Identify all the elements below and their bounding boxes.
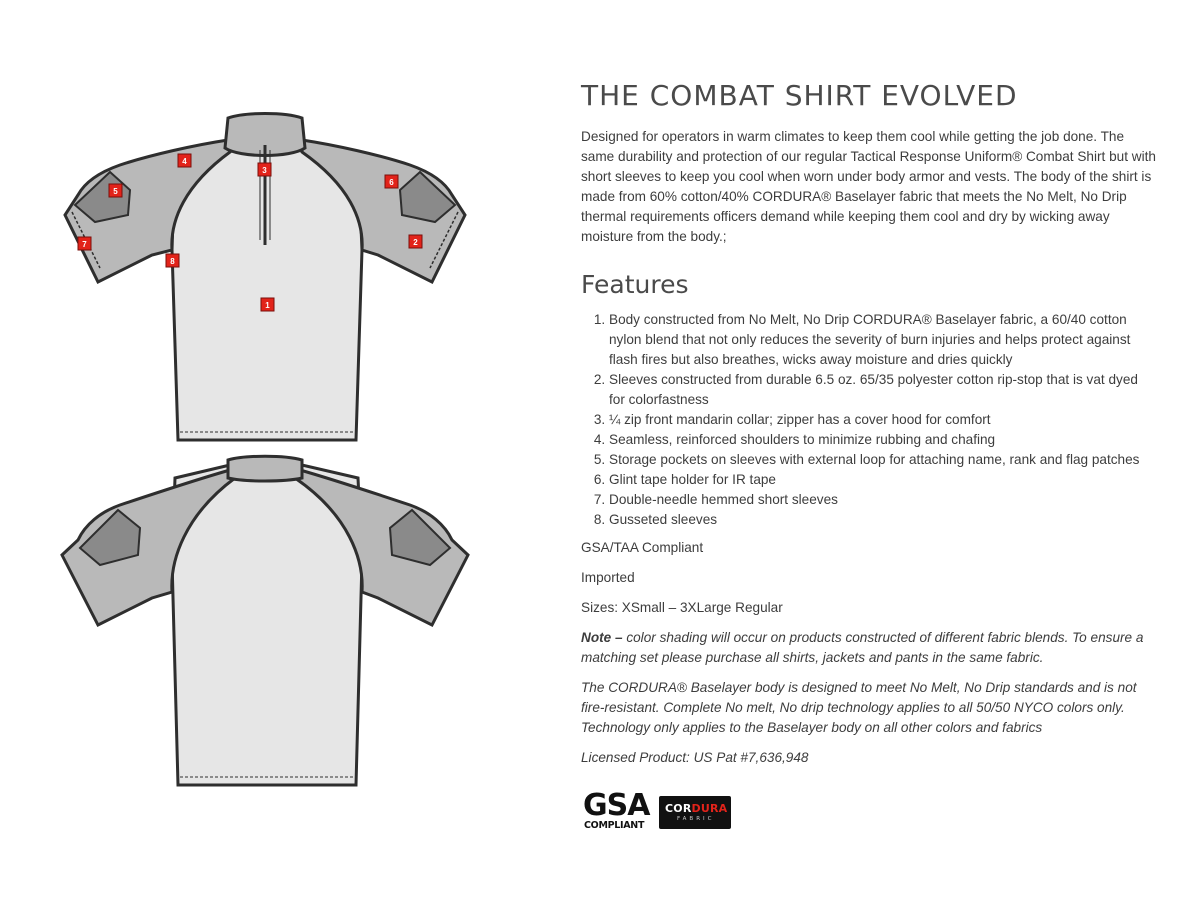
- sizes-text: Sizes: XSmall – 3XLarge Regular: [581, 600, 783, 615]
- note-label: Note –: [581, 630, 623, 645]
- features-heading: Features: [581, 270, 689, 299]
- color-shading-note: [581, 628, 1156, 668]
- callout-2: [409, 235, 422, 248]
- note-text: color shading will occur on products constructed of different fabric blends. To ensure a matching set please purchase all shirts, jackets and pants in the same fabric.: [581, 630, 1144, 665]
- shirt-back-view: [62, 456, 468, 785]
- feature-item: 8. Gusseted sleeves: [609, 510, 1156, 530]
- callout-7: [78, 237, 91, 250]
- shirt-diagrams: [0, 0, 560, 900]
- svg-text:1: 1: [265, 301, 270, 310]
- svg-text:8: 8: [170, 257, 175, 266]
- feature-item: 2. Sleeves constructed from durable 6.5 oz. 65/35 polyester cotton rip-stop that is vat dyed for colorfastness: [609, 370, 1156, 410]
- cordura-logo-sub: FABRIC: [677, 816, 715, 822]
- feature-item: 6. Glint tape holder for IR tape: [609, 470, 1156, 490]
- compliance-text: GSA/TAA Compliant: [581, 540, 704, 555]
- feature-item: 5. Storage pockets on sleeves with external loop for attaching name, rank and flag patches: [609, 450, 1156, 470]
- gsa-logo-main: GSA: [583, 788, 650, 823]
- back-collar: [228, 456, 302, 481]
- feature-item: 4. Seamless, reinforced shoulders to minimize rubbing and chafing: [609, 430, 1156, 450]
- cordura-logo-text: CORDURA: [665, 802, 728, 815]
- gsa-logo-sub: COMPLIANT: [584, 820, 645, 831]
- callout-5: [109, 184, 122, 197]
- baselayer-note: The CORDURA® Baselayer body is designed to meet No Melt, No Drip standards and is not fire-resistant. Complete No melt, No drip technology applies to all 50/50 NYCO colors only. Technology only applies to the Baselayer body on all other colors and fabrics: [581, 680, 1137, 735]
- shirt-front-view: [65, 114, 465, 441]
- cordura-fabric-logo: [659, 796, 731, 829]
- svg-text:3: 3: [262, 166, 267, 175]
- origin-text: Imported: [581, 570, 635, 585]
- features-list: [581, 310, 1156, 530]
- svg-text:2: 2: [413, 238, 418, 247]
- callout-4: [178, 154, 191, 167]
- front-body: [172, 148, 362, 440]
- certification-logos: [583, 788, 743, 833]
- callout-8: [166, 254, 179, 267]
- svg-text:7: 7: [82, 240, 87, 249]
- intro-paragraph: Designed for operators in warm climates to keep them cool while getting the job done. The same durability and protection of our regular Tactical Response Uniform® Combat Shirt but with short sleeves to keep you cool when worn under body armor and vests. The body of the shirt is made from 60% cotton/40% CORDURA® Baselayer fabric that meets the No Melt, No Drip thermal requirements officers demand while keeping them cool and dry by wicking away moisture from the body.;: [581, 129, 1156, 244]
- product-description: [581, 78, 1156, 768]
- product-illustration: [0, 0, 560, 900]
- feature-item: 1. Body constructed from No Melt, No Drip CORDURA® Baselayer fabric, a 60/40 cotton nylon blend that not only reduces the severity of burn injuries and helps protect against flash fires but also breathes, wicks away moisture and dries quickly: [609, 310, 1156, 370]
- feature-item: 7. Double-needle hemmed short sleeves: [609, 490, 1156, 510]
- page-title: THE COMBAT SHIRT EVOLVED: [581, 79, 1018, 112]
- gsa-compliant-logo: [583, 788, 655, 833]
- svg-text:6: 6: [389, 178, 394, 187]
- callout-1: [261, 298, 274, 311]
- callout-3: [258, 163, 271, 176]
- svg-text:5: 5: [113, 187, 118, 196]
- patent-text: Licensed Product: US Pat #7,636,948: [581, 750, 809, 765]
- svg-text:4: 4: [182, 157, 187, 166]
- callout-6: [385, 175, 398, 188]
- feature-item: 3. ¼ zip front mandarin collar; zipper has a cover hood for comfort: [609, 410, 1156, 430]
